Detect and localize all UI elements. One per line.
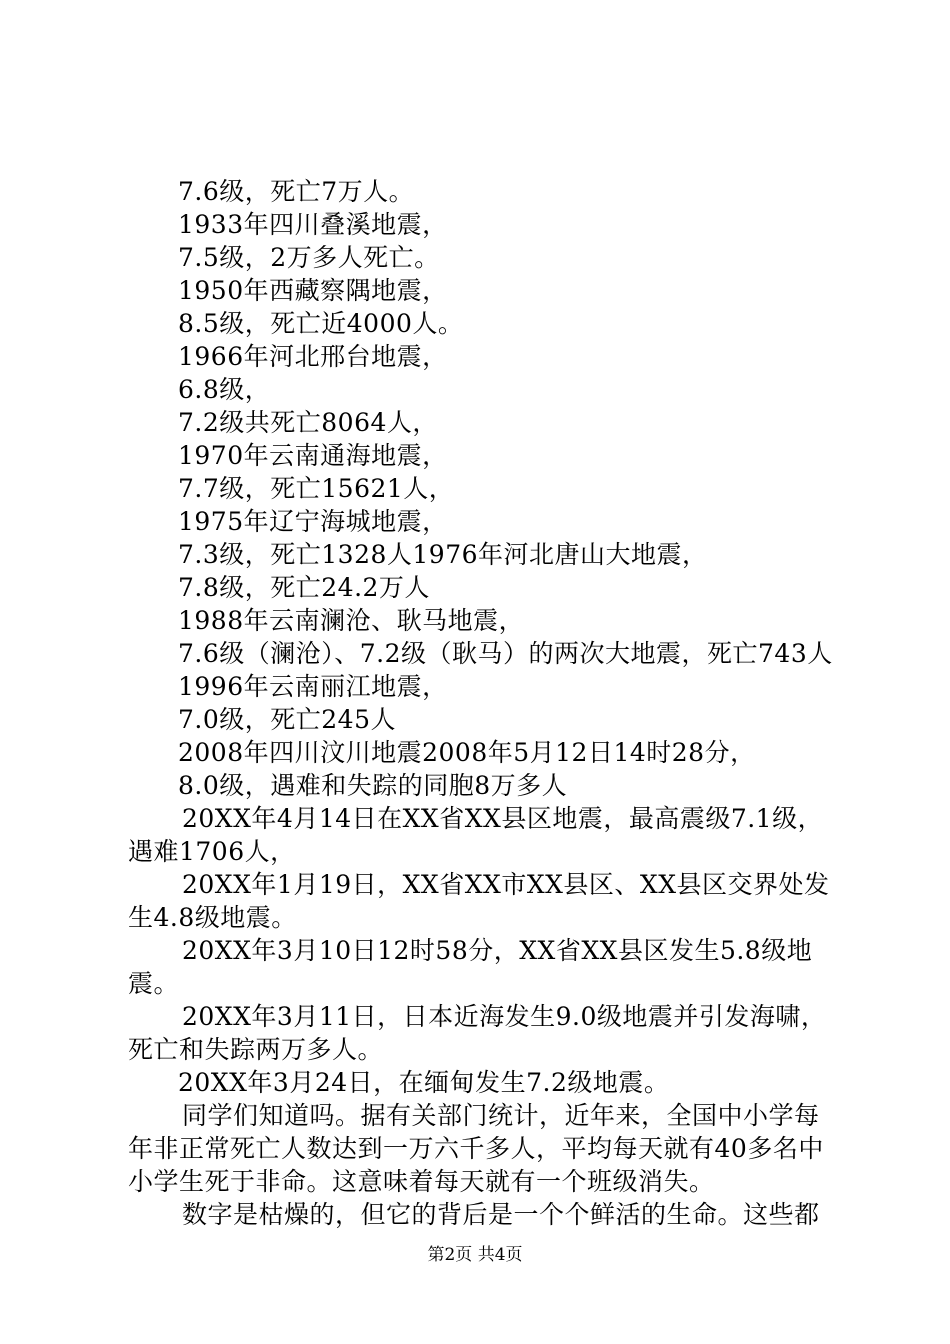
text-paragraph: 20XX年4月14日在XX省XX县区地震，最高震级7.1级，遇难1706人，: [128, 804, 824, 866]
text-paragraph: 2008年四川汶川地震2008年5月12日14时28分，: [178, 738, 756, 767]
document-body: [128, 175, 833, 1231]
text-paragraph: 7.6级（澜沧）、7.2级（耿马）的两次大地震，死亡743人: [178, 639, 833, 668]
text-paragraph: 7.7级，死亡15621人，: [178, 474, 455, 503]
text-paragraph: 1950年西藏察隅地震，: [178, 276, 448, 305]
text-paragraph: 1988年云南澜沧、耿马地震，: [178, 606, 525, 635]
text-paragraph: 1996年云南丽江地震，: [178, 672, 448, 701]
text-paragraph: 数字是枯燥的，但它的背后是一个个鲜活的生命。这些都: [182, 1200, 820, 1229]
text-paragraph: 7.0级，死亡245人: [178, 705, 396, 734]
text-paragraph: 8.0级，遇难和失踪的同胞8万多人: [178, 771, 568, 800]
text-paragraph: 8.5级，死亡近4000人。: [178, 309, 464, 338]
text-paragraph: 20XX年3月11日，日本近海发生9.0级地震并引发海啸，死亡和失踪两万多人。: [128, 1002, 827, 1064]
text-paragraph: 6.8级，: [178, 375, 271, 404]
text-paragraph: 20XX年3月10日12时58分，XX省XX县区发生5.8级地震。: [128, 936, 813, 998]
text-paragraph: 7.3级，死亡1328人1976年河北唐山大地震，: [178, 540, 708, 569]
text-paragraph: 1970年云南通海地震，: [178, 441, 448, 470]
text-paragraph: 1966年河北邢台地震，: [178, 342, 448, 371]
text-paragraph: 7.2级共死亡8064人，: [178, 408, 438, 437]
text-paragraph: 20XX年3月24日，在缅甸发生7.2级地震。: [178, 1068, 670, 1097]
text-paragraph: 1933年四川叠溪地震，: [178, 210, 448, 239]
text-paragraph: 7.5级，2万多人死亡。: [178, 243, 440, 272]
text-paragraph: 同学们知道吗。据有关部门统计，近年来，全国中小学每年非正常死亡人数达到一万六千多人，平均每天就有40多名中小学生死于非命。这意味着每天就有一个班级消失。: [128, 1101, 824, 1196]
page-footer: 第2页 共4页: [427, 1245, 523, 1265]
text-paragraph: 1975年辽宁海城地震，: [178, 507, 448, 536]
text-paragraph: 7.8级，死亡24.2万人: [178, 573, 430, 602]
text-paragraph: 20XX年1月19日，XX省XX市XX县区、XX县区交界处发生4.8级地震。: [128, 870, 830, 932]
text-paragraph: 7.6级，死亡7万人。: [178, 177, 415, 206]
